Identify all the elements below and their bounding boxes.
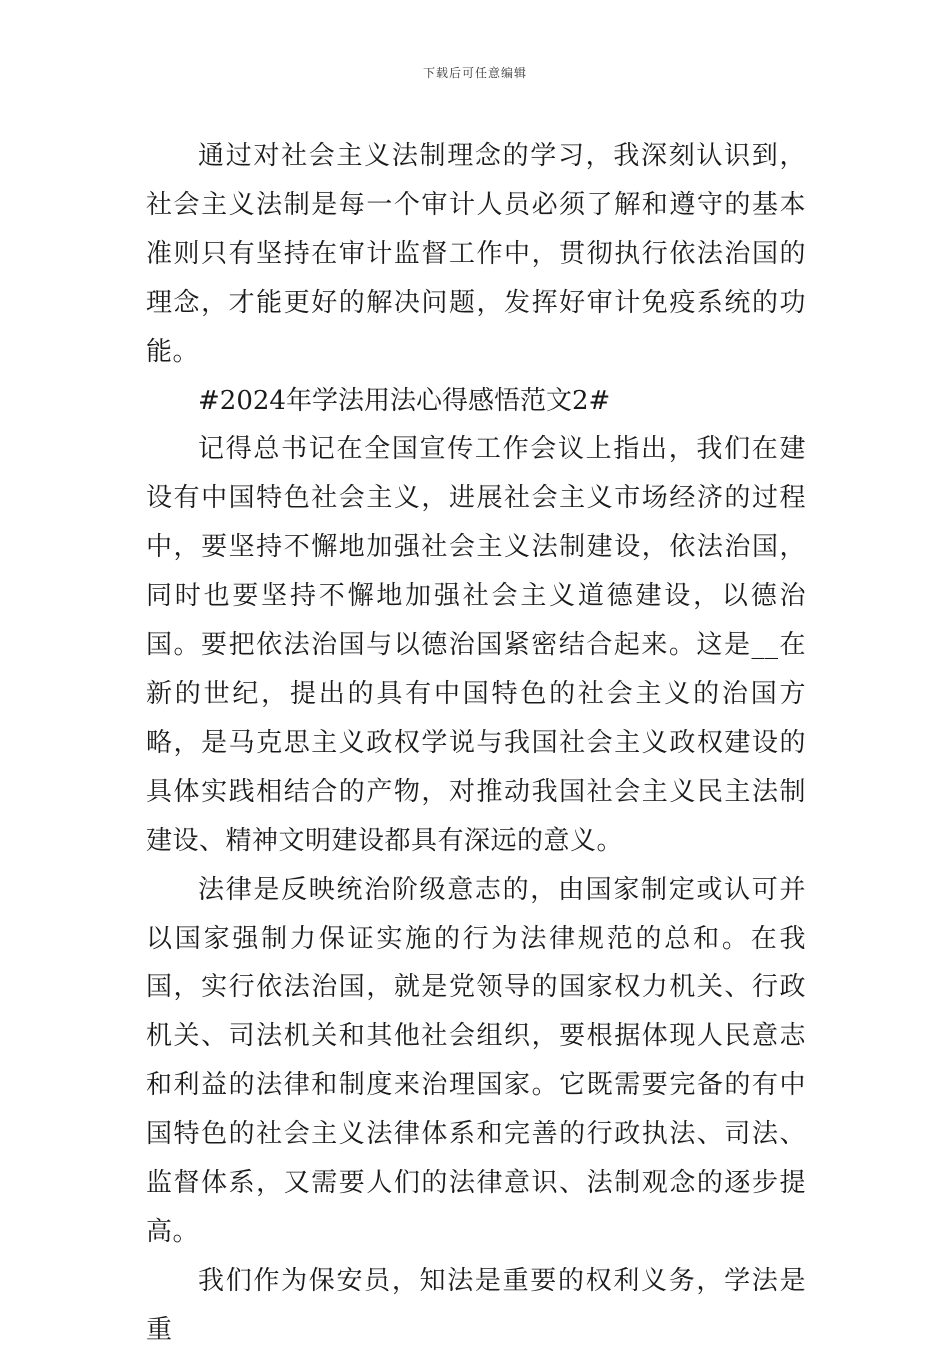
document-body: [146, 132, 806, 1355]
paragraph-2: 记得总书记在全国宣传工作会议上指出，我们在建设有中国特色社会主义，进展社会主义市场经济的过程中，要坚持不懈地加强社会主义法制建设，依法治国，同时也要坚持不懈地加强社会主义道德建设，以德治国。要把依法治国与以德治国紧密结合起来。这是__在新的世纪，提出的具有中国特色的社会主义的治国方略，是马克思主义政权学说与我国社会主义政权建设的具体实践相结合的产物，对推动我国社会主义民主法制建设、精神文明建设都具有深远的意义。: [146, 434, 806, 856]
section-heading: #2024年学法用法心得感悟范文2#: [198, 385, 611, 416]
header-note: 下载后可任意编辑: [422, 66, 527, 80]
paragraph-4: 我们作为保安员，知法是重要的权利义务，学法是重: [146, 1265, 806, 1345]
paragraph-3: 法律是反映统治阶级意志的，由国家制定或认可并以国家强制力保证实施的行为法律规范的总和。在我国，实行依法治国，就是党领导的国家权力机关、行政机关、司法机关和其他社会组织，要根据体现人民意志和利益的法律和制度来治理国家。它既需要完备的有中国特色的社会主义法律体系和完善的行政执法、司法、监督体系，又需要人们的法律意识、法制观念的逐步提高。: [146, 874, 806, 1247]
paragraph-1: 通过对社会主义法制理念的学习，我深刻认识到，社会主义法制是每一个审计人员必须了解和遵守的基本准则只有坚持在审计监督工作中，贯彻执行依法治国的理念，才能更好的解决问题，发挥好审计免疫系统的功能。: [146, 141, 806, 367]
